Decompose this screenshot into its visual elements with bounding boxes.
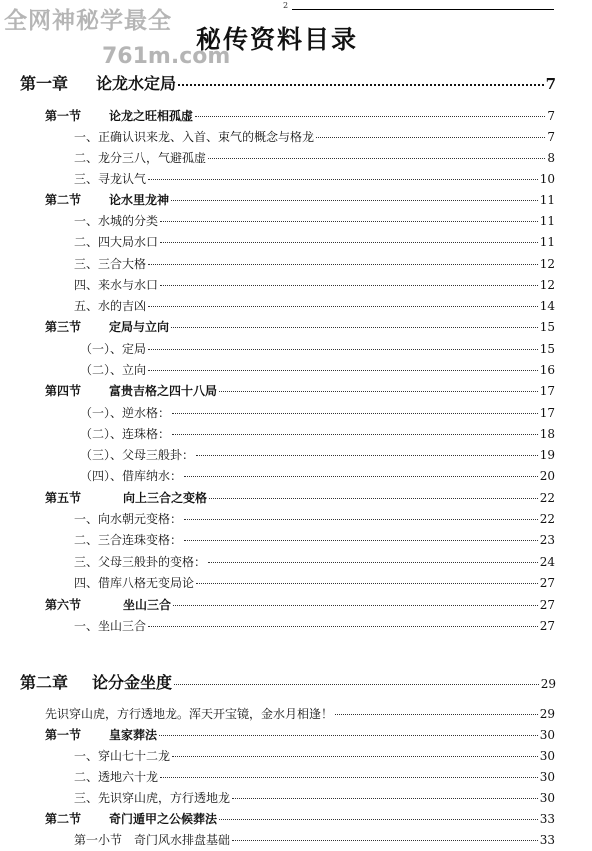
item-title: 二、龙分三八，气避孤虚	[74, 151, 207, 165]
toc-chapter-1[interactable]	[20, 71, 556, 94]
dot-leader	[172, 756, 538, 757]
toc-section[interactable]	[45, 191, 555, 208]
toc-item[interactable]	[74, 212, 555, 229]
dot-leader	[173, 605, 538, 606]
page-number: 33	[539, 812, 555, 826]
section-title: 定局与立向	[109, 320, 170, 334]
page-number: 7	[547, 109, 555, 123]
header-rule	[292, 9, 554, 10]
dot-leader	[148, 349, 538, 350]
toc-item[interactable]	[74, 574, 555, 591]
watermark-site-url: 761m.com	[102, 44, 231, 69]
toc-item[interactable]	[74, 531, 555, 548]
page-number: 19	[539, 448, 555, 462]
dot-leader	[174, 684, 539, 685]
toc-item[interactable]	[74, 276, 555, 293]
page-number: 30	[539, 791, 555, 805]
toc-item[interactable]	[80, 425, 555, 442]
item-title: 三、父母三般卦的变格：	[74, 555, 207, 569]
toc-item[interactable]	[74, 170, 555, 187]
dot-leader	[219, 819, 538, 820]
toc-item[interactable]	[74, 831, 555, 848]
page-number: 22	[539, 491, 555, 505]
page-number: 7	[547, 130, 555, 144]
section-number: 第二节	[45, 812, 82, 826]
page-number: 11	[539, 193, 555, 207]
page-number: 33	[539, 833, 555, 847]
section-number: 第四节	[45, 384, 82, 398]
section-number: 第五节	[45, 491, 82, 505]
page-number: 15	[539, 342, 555, 356]
page-number: 30	[539, 728, 555, 742]
dot-leader	[148, 179, 538, 180]
toc-chapter-2[interactable]	[20, 670, 556, 693]
dot-leader	[232, 798, 538, 799]
verse-text: 先识穿山虎，方行透地龙。浑天开宝镜，金水月相逢！	[45, 707, 334, 721]
page-number: 29	[540, 677, 556, 691]
section-number: 第一节	[45, 728, 82, 742]
dot-leader	[148, 626, 538, 627]
page-number: 12	[539, 257, 555, 271]
chapter-number: 第二章	[20, 673, 69, 692]
dot-leader	[171, 327, 538, 328]
page-number: 27	[539, 619, 555, 633]
dot-leader	[159, 735, 538, 736]
item-title: 四、来水与水口	[74, 278, 159, 292]
dot-leader	[178, 84, 544, 86]
dot-leader	[160, 777, 538, 778]
dot-leader	[195, 116, 545, 117]
dot-leader	[208, 562, 538, 563]
page-number: 22	[539, 512, 555, 526]
toc-item[interactable]	[74, 297, 555, 314]
dot-leader	[160, 221, 538, 222]
section-title: 坐山三合	[123, 598, 172, 612]
toc-item[interactable]	[74, 747, 555, 764]
dot-leader	[148, 264, 538, 265]
toc-item[interactable]	[74, 128, 555, 145]
toc-item[interactable]	[80, 446, 555, 463]
section-title: 皇家葬法	[109, 728, 158, 742]
toc-item[interactable]	[74, 553, 555, 570]
dot-leader	[160, 285, 538, 286]
item-title: （一）、逆水格：	[80, 406, 171, 420]
page-number: 30	[539, 770, 555, 784]
toc-verse[interactable]	[45, 705, 555, 722]
toc-item[interactable]	[80, 467, 555, 484]
item-title: 二、透地六十龙	[74, 770, 159, 784]
toc-item[interactable]	[80, 404, 555, 421]
item-title: 一、坐山三合	[74, 619, 147, 633]
section-title: 论龙之旺相孤虚	[109, 109, 194, 123]
dot-leader	[184, 540, 538, 541]
page-number: 8	[547, 151, 555, 165]
item-title: 四、借库八格无变局论	[74, 576, 195, 590]
toc-item[interactable]	[74, 768, 555, 785]
dot-leader	[148, 370, 538, 371]
dot-leader	[208, 158, 545, 159]
dot-leader	[316, 137, 545, 138]
dot-leader	[219, 391, 538, 392]
section-title: 向上三合之变格	[123, 491, 208, 505]
item-title: 一、水城的分类	[74, 214, 159, 228]
page-number: 7	[545, 75, 556, 93]
watermark-site-name: 全网神秘学最全	[4, 8, 172, 34]
page-number: 20	[539, 469, 555, 483]
dot-leader	[171, 200, 538, 201]
dot-leader	[209, 498, 538, 499]
page-number: 11	[539, 235, 555, 249]
section-number: 第六节	[45, 598, 82, 612]
item-title: （四）、借库纳水：	[80, 469, 183, 483]
item-title: （三）、父母三般卦：	[80, 448, 195, 462]
toc-section[interactable]	[45, 596, 555, 613]
page-number: 15	[539, 320, 555, 334]
dot-leader	[196, 583, 538, 584]
page-number: 23	[539, 533, 555, 547]
toc-item[interactable]	[74, 789, 555, 806]
dot-leader	[335, 714, 538, 715]
dot-leader	[148, 306, 538, 307]
item-title: 二、四大局水口	[74, 235, 159, 249]
toc-section[interactable]	[45, 810, 555, 827]
item-title: 二、三合连珠变格：	[74, 533, 183, 547]
dot-leader	[196, 455, 538, 456]
toc-item[interactable]	[74, 510, 555, 527]
page-number: 16	[539, 363, 555, 377]
dot-leader	[232, 840, 538, 841]
page-number: 30	[539, 749, 555, 763]
page-number: 12	[539, 278, 555, 292]
page-number: 24	[539, 555, 555, 569]
toc-item[interactable]	[74, 255, 555, 272]
header-page-number: 2	[283, 1, 289, 10]
toc-item[interactable]	[80, 361, 555, 378]
page-title: 秘传资料目录	[196, 25, 359, 54]
page-number: 10	[539, 172, 555, 186]
section-title: 论水里龙神	[109, 193, 170, 207]
item-title: 三、先识穿山虎，方行透地龙	[74, 791, 231, 805]
page-number: 17	[539, 384, 555, 398]
section-title: 奇门遁甲之公候葬法	[109, 812, 218, 826]
page-number: 27	[539, 576, 555, 590]
toc-section[interactable]	[45, 726, 555, 743]
page-number: 17	[539, 406, 555, 420]
item-title: 三、寻龙认气	[74, 172, 147, 186]
item-title: 三、三合大格	[74, 257, 147, 271]
section-number: 第三节	[45, 320, 82, 334]
toc-item[interactable]	[74, 233, 555, 250]
toc-section[interactable]	[45, 382, 555, 399]
page-number: 18	[539, 427, 555, 441]
toc-item[interactable]	[74, 617, 555, 634]
page-number: 27	[539, 598, 555, 612]
dot-leader	[184, 519, 538, 520]
toc-section[interactable]	[45, 318, 555, 335]
dot-leader	[172, 434, 538, 435]
toc-item[interactable]	[80, 340, 555, 357]
toc-section[interactable]	[45, 489, 555, 506]
dot-leader	[172, 413, 538, 414]
section-number: 第二节	[45, 193, 82, 207]
toc-section[interactable]	[45, 107, 555, 124]
chapter-title: 论分金坐度	[92, 673, 173, 692]
dot-leader	[160, 242, 538, 243]
item-title: 一、正确认识来龙、入首、束气的概念与格龙	[74, 130, 315, 144]
page-number: 14	[539, 299, 555, 313]
item-title: 第一小节 奇门风水排盘基础	[74, 833, 231, 847]
section-number: 第一节	[45, 109, 82, 123]
item-title: 五、水的吉凶	[74, 299, 147, 313]
item-title: （二）、连珠格：	[80, 427, 171, 441]
section-title: 富贵吉格之四十八局	[109, 384, 218, 398]
toc-item[interactable]	[74, 149, 555, 166]
dot-leader	[184, 476, 538, 477]
chapter-number: 第一章	[20, 74, 69, 93]
item-title: （一）、定局	[80, 342, 147, 356]
page-number: 11	[539, 214, 555, 228]
item-title: （二）、立向	[80, 363, 147, 377]
item-title: 一、穿山七十二龙	[74, 749, 171, 763]
page-number: 29	[539, 707, 555, 721]
item-title: 一、向水朝元变格：	[74, 512, 183, 526]
chapter-title: 论龙水定局	[96, 74, 177, 93]
